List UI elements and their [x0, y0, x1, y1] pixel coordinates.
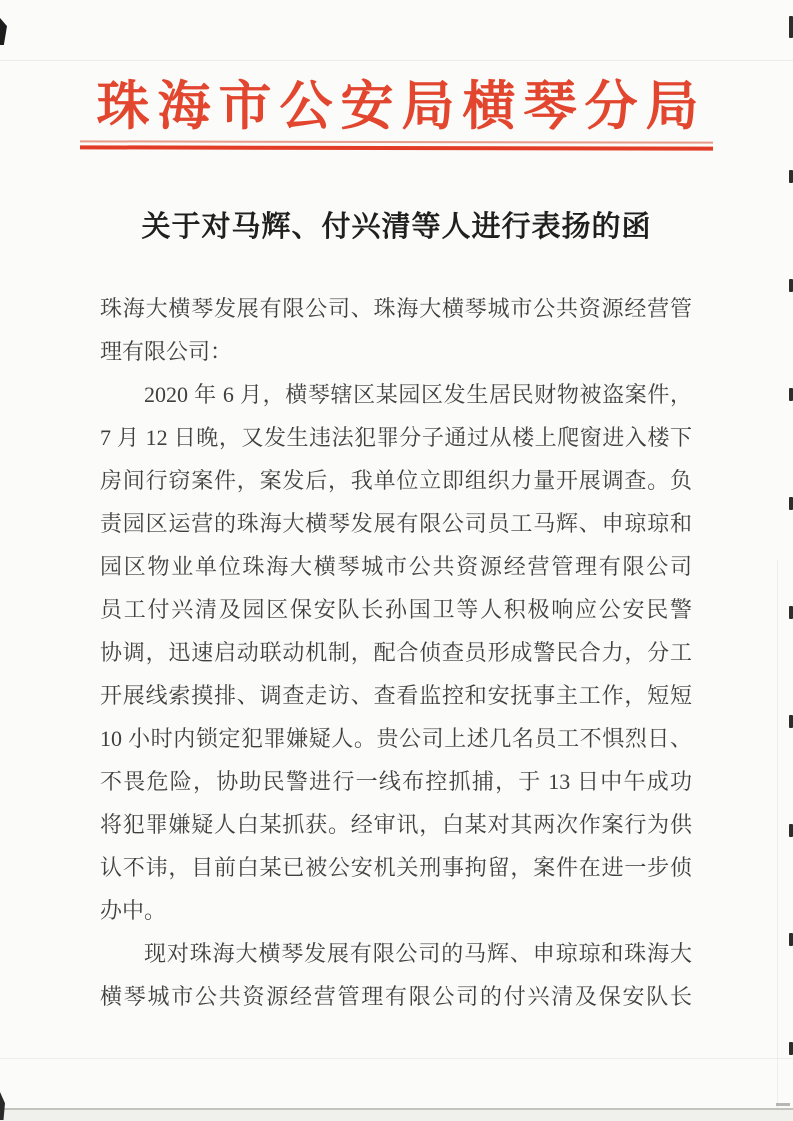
- scan-artifact-edge-tick: [789, 388, 793, 401]
- body-line: 办中。: [100, 898, 167, 923]
- scan-seam-top: [0, 60, 793, 61]
- body-line: 2020 年 6 月，横琴辖区某园区发生居民财物被盗案件，: [144, 382, 692, 407]
- scan-artifact-edge-tick: [789, 824, 793, 837]
- letterhead-rule-thick: [80, 145, 713, 150]
- body-line: 协调，迅速启动联动机制，配合侦查员形成警民合力，分工: [100, 640, 692, 665]
- body-line: 理有限公司：: [100, 339, 233, 364]
- body-line: 横琴城市公共资源经营管理有限公司的付兴清及保安队长: [100, 984, 692, 1009]
- body-line: 房间行窃案件，案发后，我单位立即组织力量开展调查。负: [100, 468, 692, 493]
- scan-artifact-bottom-right: [776, 1103, 790, 1106]
- scan-artifact-edge-tick: [789, 16, 793, 38]
- body-line: 开展线索摸排、调查走访、查看监控和安抚事主工作，短短: [100, 683, 692, 708]
- scan-artifact-edge-tick: [789, 715, 793, 728]
- scan-artifact-edge-tick: [789, 279, 793, 292]
- body-line: 责园区运营的珠海大横琴发展有限公司员工马辉、申琼琼和: [100, 511, 692, 536]
- document-title: 关于对马辉、付兴清等人进行表扬的函: [141, 211, 652, 243]
- body-line: 员工付兴清及园区保安队长孙国卫等人积极响应公安民警: [100, 597, 692, 622]
- body-line: 将犯罪嫌疑人白某抓获。经审讯，白某对其两次作案行为供: [100, 812, 692, 837]
- scan-seam-lower: [0, 1058, 793, 1059]
- scan-artifact-edge-tick: [789, 170, 793, 183]
- agency-letterhead: 珠海市公安局横琴分局: [96, 78, 707, 136]
- scan-artifact-edge-tick: [789, 933, 793, 946]
- page-right-shadow: [777, 560, 778, 1108]
- letterhead-divider: [80, 140, 713, 150]
- scan-artifact-top-left: [0, 18, 7, 45]
- body-line: 园区物业单位珠海大横琴城市公共资源经营管理有限公司: [100, 554, 692, 579]
- body-line: 珠海大横琴发展有限公司、珠海大横琴城市公共资源经营管: [100, 296, 692, 321]
- body-line: 10 小时内锁定犯罪嫌疑人。贵公司上述几名员工不惧烈日、: [100, 726, 692, 751]
- scan-artifact-edge-tick: [789, 497, 793, 510]
- letter-body: [100, 287, 692, 1018]
- body-line: 7 月 12 日晚，又发生违法犯罪分子通过从楼上爬窗进入楼下: [100, 425, 692, 450]
- body-line: 不畏危险，协助民警进行一线布控抓捕，于 13 日中午成功: [100, 769, 692, 794]
- body-line: 认不讳，目前白某已被公安机关刑事拘留，案件在进一步侦: [100, 855, 692, 880]
- scan-background-strip: [0, 1110, 793, 1121]
- scan-artifact-edge-tick: [789, 606, 793, 619]
- scan-artifact-edge-tick: [789, 1042, 793, 1055]
- body-line: 现对珠海大横琴发展有限公司的马辉、申琼琼和珠海大: [144, 941, 692, 966]
